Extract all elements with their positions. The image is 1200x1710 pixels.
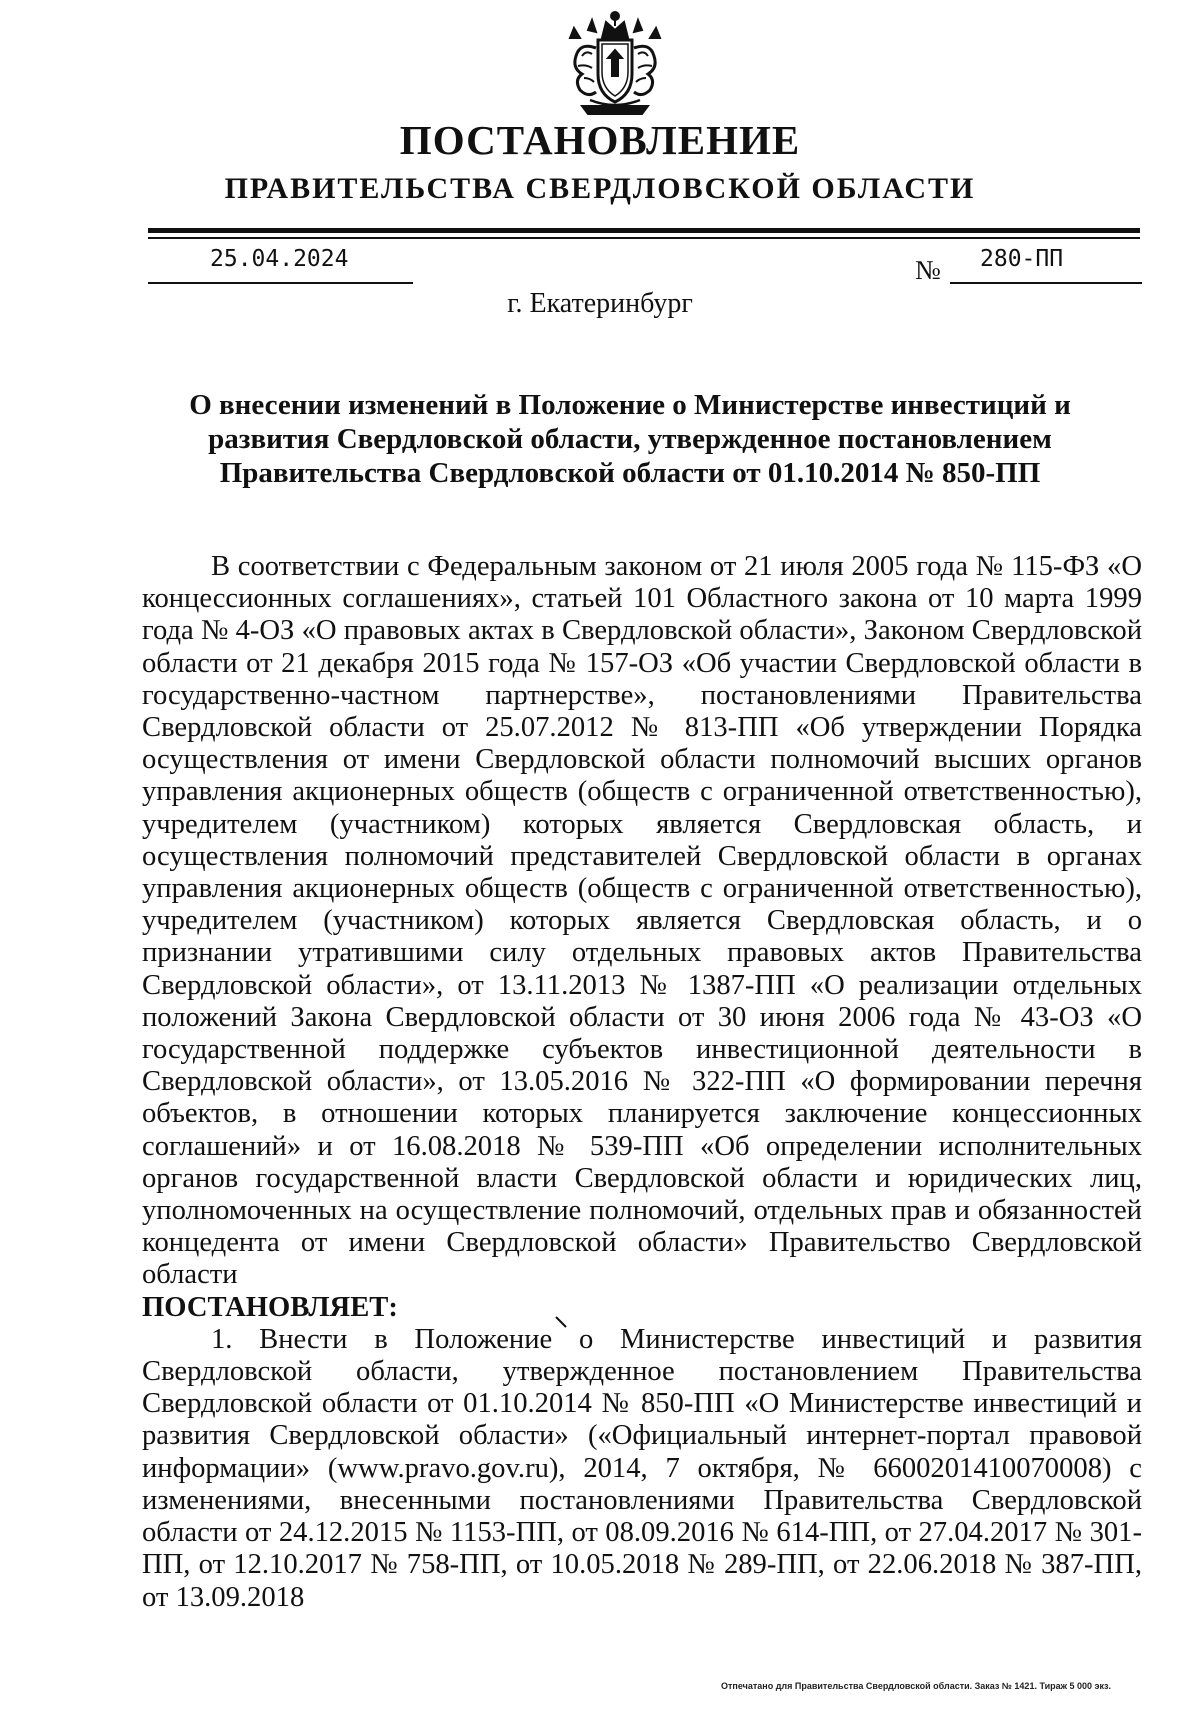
number-sign: № [915, 255, 941, 285]
number-underline [950, 282, 1142, 284]
document-city: г. Екатеринбург [507, 288, 693, 319]
header-rule-thick [148, 228, 1140, 233]
preamble-paragraph: В соответствии с Федеральным законом от 21 июля 2005 года № 115-ФЗ «О концессионных соглашениях», статьей 101 Областного закона от 10 марта 1999 года № 4-ОЗ «О правовых актах в Свердловской области», Законом Свердловской области от 21 декабря 2015 года № 157-ОЗ «Об участии Свердловской области в государственно-частном партнерстве», постановлениями Правительства Свердловской области от 25.07.2012 № 813-ПП «Об утверждении Порядка осуществления от имени Свердловской области полномочий высших органов управления акционерных обществ (обществ с ограниченной ответственностью), учредителем (участником) которых является Свердловская область, и осуществления полномочий представителей Свердловской области в органах управления акционерных обществ (обществ с ограниченной ответственностью), учредителем (участником) которых является Свердловская область, и о признании утратившими силу отдельных правовых актов Правительства Свердловской области», от 13.11.2013 № 1387-ПП «О реализации отдельных положений Закона Свердловской области от 30 июня 2006 года № 43-ОЗ «О государственной поддержке субъектов инвестиционной деятельности в Свердловской области», от 13.05.2016 № 322-ПП «О формировании перечня объектов, в отношении которых планируется заключение концессионных соглашений» и от 16.08.2018 № 539-ПП «Об определении исполнительных органов государственной власти Свердловской области и юридических лиц, уполномоченных на осуществление полномочий, отдельных прав и обязанностей концедента от имени Свердловской области» Правительство Свердловской области [142, 551, 1142, 1291]
coat-of-arms-icon [560, 8, 670, 120]
item-1-paragraph: 1. Внести в Положение о Министерстве инвестиций и развития Свердловской области, утвержденное постановлением Правительства Свердловской области от 01.10.2014 № 850-ПП «О Министерстве инвестиций и развития Свердловской области» («Официальный интернет-портал правовой информации» (www.pravo.gov.ru), 2014, 7 октября, № 6600201410070008) с изменениями, внесенными постановлениями Правительства Свердловской области от 24.12.2015 № 1153-ПП, от 08.09.2016 № 614-ПП, от 27.04.2017 № 301-ПП, от 12.10.2017 № 758-ПП, от 10.05.2018 № 289-ПП, от 22.06.2018 № 387-ПП, от 13.09.2018 [142, 1323, 1142, 1613]
document-subject: О внесении изменений в Положение о Министерстве инвестиций и развития Свердловской области, утвержденное постановлением Правительства Свердловской области от 01.10.2014 № 850-ПП [189, 389, 1071, 489]
date-underline [148, 282, 413, 284]
stray-mark [554, 1315, 568, 1329]
decree-word: ПОСТАНОВЛЯЕТ: [142, 1291, 398, 1323]
document-date: 25.04.2024 [210, 246, 349, 272]
document-body [142, 551, 1142, 1614]
document-title: ПОСТАНОВЛЕНИЕ [399, 117, 801, 163]
document-number: 280-ПП [980, 246, 1064, 272]
print-footer: Отпечатано для Правительства Свердловской области. Заказ № 1421. Тираж 5 000 экз. [721, 1681, 1111, 1691]
header-rule-thin [148, 237, 1140, 239]
document-subtitle: ПРАВИТЕЛЬСТВА СВЕРДЛОВСКОЙ ОБЛАСТИ [224, 172, 976, 205]
